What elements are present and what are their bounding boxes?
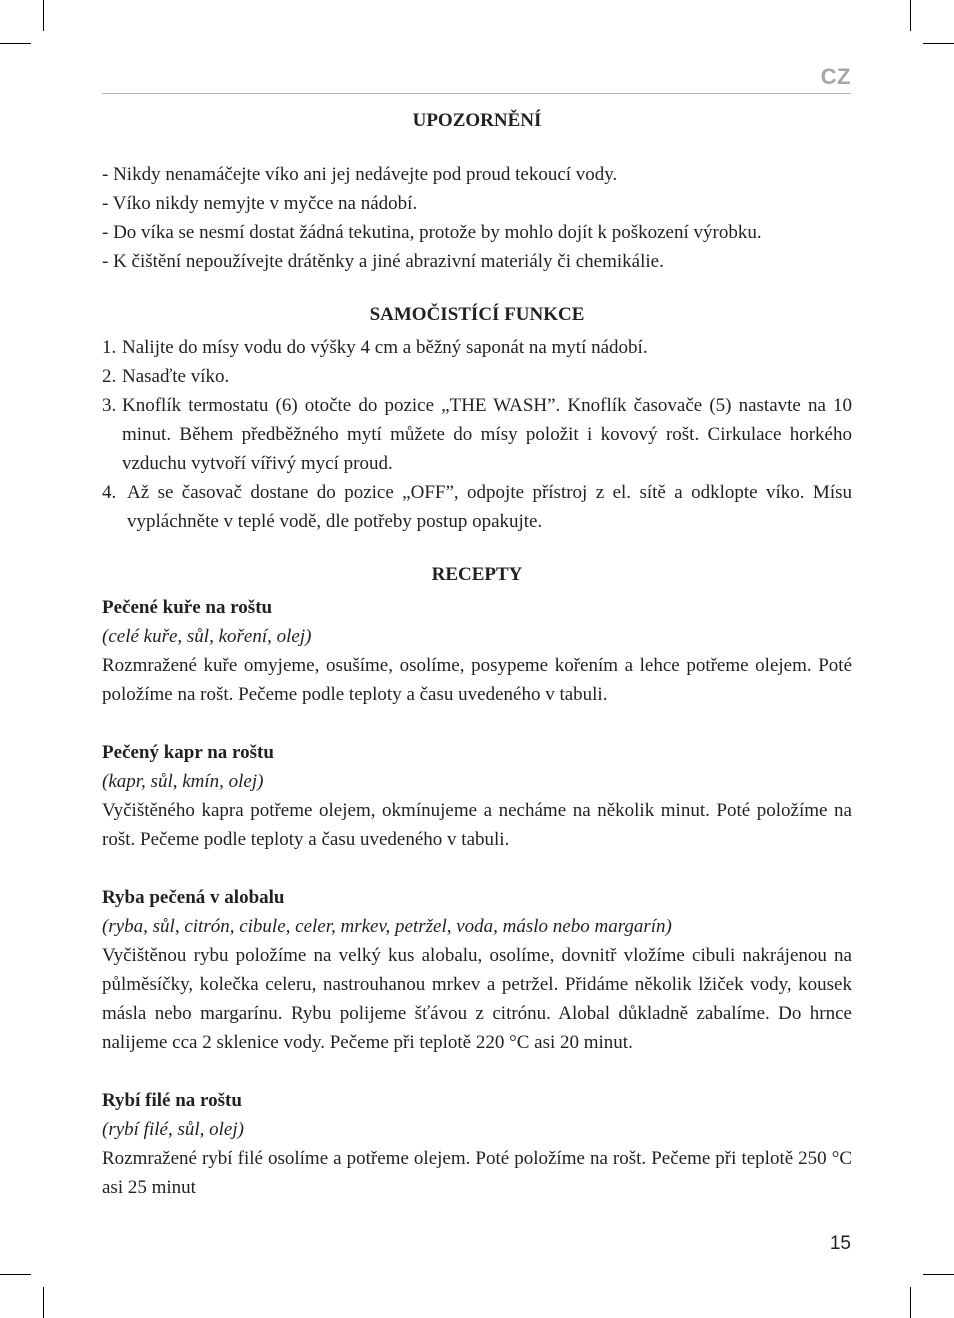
crop-mark [910, 0, 911, 31]
step-item [102, 333, 852, 362]
recipe [102, 593, 852, 709]
step-number: 2. [102, 366, 117, 387]
recipe-ingredients: (kapr, sůl, kmín, olej) [102, 771, 264, 792]
recipes-section [102, 560, 852, 1202]
warning-item: - K čištění nepoužívejte drátěnky a jiné abrazivní materiály či chemikálie. [102, 251, 664, 272]
step-text: Nalijte do mísy vodu do výšky 4 cm a běžný saponát na mytí nádobí. [122, 337, 648, 358]
recipe [102, 738, 852, 854]
crop-mark [910, 1287, 911, 1318]
page-number: 15 [829, 1233, 851, 1254]
crop-mark [0, 43, 31, 44]
header-rule [102, 93, 851, 94]
recipe-title: Pečený kapr na roštu [102, 742, 274, 763]
recipe-title: Ryba pečená v alobalu [102, 887, 285, 908]
recipe-body: Rozmražené rybí filé osolíme a potřeme olejem. Poté položíme na rošt. Pečeme při teplotě 250 °C asi 25 minut [102, 1148, 852, 1198]
step-text: Knoflík termostatu (6) otočte do pozice „THE WASH”. Knoflík časovače (5) nastavte na 10 minut. Během předběžného mytí můžete do mísy položit i kovový rošt. Cirkulace horkého vzduchu vytvoří vířivý mycí proud. [122, 395, 852, 474]
crop-mark [43, 0, 44, 31]
recipe-ingredients: (ryba, sůl, citrón, cibule, celer, mrkev, petržel, voda, máslo nebo margarín) [102, 916, 672, 937]
recipes-title: RECEPTY [431, 564, 523, 585]
step-item [102, 391, 852, 478]
recipe-ingredients: (celé kuře, sůl, koření, olej) [102, 626, 312, 647]
recipe-title: Pečené kuře na roštu [102, 597, 273, 618]
step-item [102, 478, 852, 536]
recipe-body: Rozmražené kuře omyjeme, osušíme, osolíme, posypeme kořením a lehce potřeme olejem. Poté položíme na rošt. Pečeme podle teploty a času uvedeného v tabuli. [102, 655, 852, 705]
recipe-body: Vyčištěnou rybu položíme na velký kus alobalu, osolíme, dovnitř vložíme cibuli nakrájenou na půlměsíčky, kolečka celeru, nastrouhanou mrkev a petržel. Přidáme několik lžiček vody, kousek másla nebo margarínu. Rybu polijeme šťávou z citrónu. Alobal důkladně zabalíme. Do hrnce nalijeme cca 2 sklenice vody. Pečeme při teplotě 220 °C asi 20 minut. [102, 945, 852, 1053]
warning-item: - Víko nikdy nemyjte v myčce na nádobí. [102, 193, 418, 214]
recipe-body: Vyčištěného kapra potřeme olejem, okmínujeme a necháme na několik minut. Poté položíme na rošt. Pečeme podle teploty a času uvedeného v tabuli. [102, 800, 852, 850]
language-code: CZ [820, 64, 851, 89]
crop-mark [43, 1287, 44, 1318]
recipe-title: Rybí filé na roštu [102, 1090, 242, 1111]
warning-item: - Do víka se nesmí dostat žádná tekutina, protože by mohlo dojít k poškození výrobku. [102, 222, 762, 243]
self-clean-section [102, 300, 852, 536]
step-text: Až se časovač dostane do pozice „OFF”, odpojte přístroj z el. sítě a odklopte víko. Mísu vypláchněte v teplé vodě, dle potřeby postup opakujte. [127, 482, 852, 532]
step-number: 4. [102, 482, 117, 503]
crop-mark [923, 43, 954, 44]
recipe-ingredients: (rybí filé, sůl, olej) [102, 1119, 244, 1140]
step-number: 1. [102, 337, 117, 358]
recipe [102, 883, 852, 1057]
self-clean-title: SAMOČISTÍCÍ FUNKCE [369, 304, 585, 325]
step-text: Nasaďte víko. [122, 366, 230, 387]
recipe [102, 1086, 852, 1202]
page-content [102, 106, 852, 1202]
warning-item: - Nikdy nenamáčejte víko ani jej nedávejte pod proud tekoucí vody. [102, 164, 618, 185]
step-item [102, 362, 852, 391]
step-number: 3. [102, 395, 117, 416]
warning-title: UPOZORNĚNÍ [412, 110, 542, 131]
crop-mark [923, 1274, 954, 1275]
warning-section [102, 106, 852, 276]
crop-mark [0, 1274, 31, 1275]
